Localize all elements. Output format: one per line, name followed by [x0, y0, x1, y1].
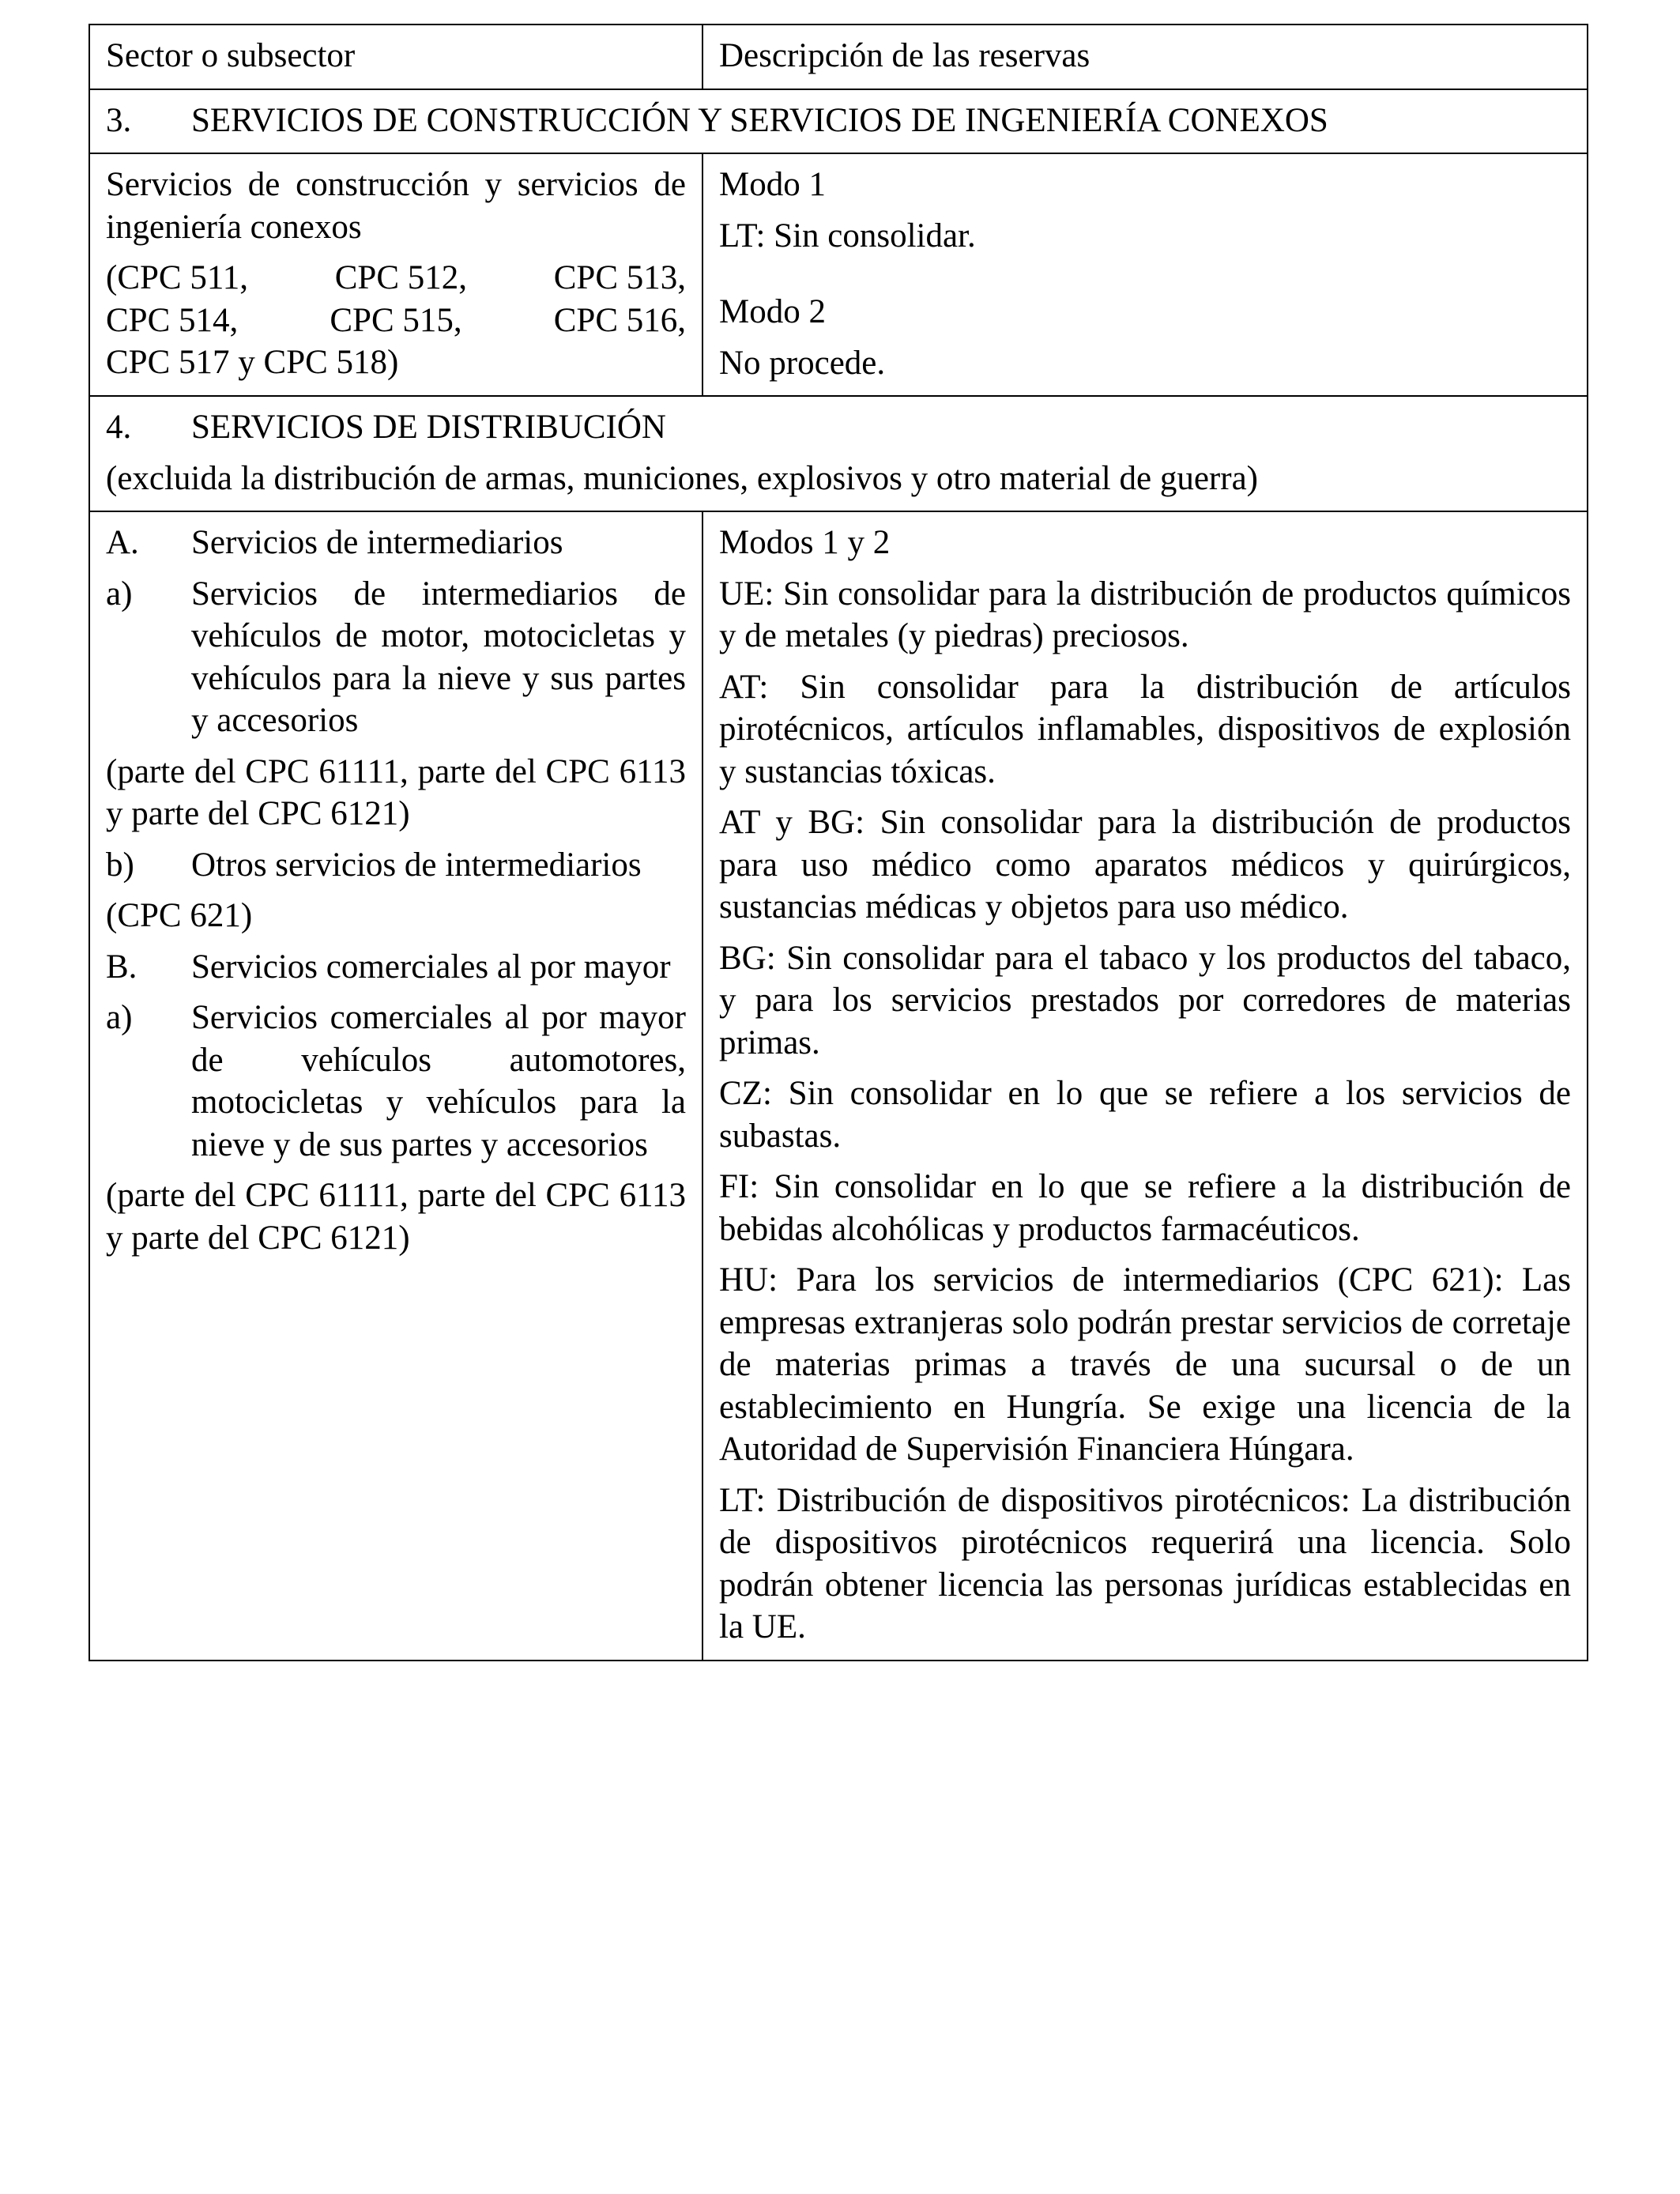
section-4-description-cell	[703, 512, 1587, 1660]
spacer	[719, 257, 1571, 291]
mode-2-text: No procede.	[719, 344, 886, 382]
item-label: a)	[106, 999, 133, 1036]
reservation-paragraph: HU: Para los servicios de intermediarios (CPC 621): Las empresas extranjeras solo podrán prestar servicios de corretaje de materias primas a través de una sucursal o de un establecimiento en Hungría. Se exige una licencia de la Autoridad de Supervisión Financiera Húngara.	[719, 1261, 1571, 1468]
table-header-row	[90, 25, 1587, 90]
item-A	[106, 522, 686, 564]
mode-2-label: Modo 2	[719, 293, 826, 330]
section-3-title-cell	[90, 90, 1587, 153]
section-3-content-row	[90, 154, 1587, 397]
item-A-b	[106, 844, 686, 887]
construction-cpc-codes	[106, 257, 686, 384]
item-B	[106, 946, 686, 989]
item-A-a-cpc: (parte del CPC 61111, parte del CPC 6113 y parte del CPC 6121)	[106, 752, 686, 832]
mode-1-text: LT: Sin consolidar.	[719, 217, 976, 254]
item-text: Servicios de intermediarios de vehículos de motor, motocicletas y vehículos para la nieve y sus partes y accesorios	[191, 575, 686, 739]
item-A-b-cpc: (CPC 621)	[106, 897, 253, 934]
cpc-code: CPC 512,	[334, 259, 467, 296]
cpc-code: CPC 515,	[330, 301, 462, 339]
reservation-paragraph: AT: Sin consolidar para la distribución de artículos pirotécnicos, artículos inflamables, dispositivos de explosión y sustancias tóxicas.	[719, 668, 1571, 790]
section-4-title-row	[90, 397, 1587, 512]
header-sector: Sector o subsector	[90, 25, 703, 89]
header-description: Descripción de las reservas	[719, 37, 1090, 74]
reservation-paragraph: UE: Sin consolidar para la distribución de productos químicos y de metales (y piedras) preciosos.	[719, 575, 1571, 654]
section-3-title-row	[90, 90, 1587, 155]
section-4-number: 4.	[106, 409, 132, 446]
section-4-content-row	[90, 512, 1587, 1660]
reservation-paragraph: AT y BG: Sin consolidar para la distribución de productos para uso médico como aparatos médicos y quirúrgicos, sustancias médicas y objetos para uso médico.	[719, 804, 1571, 925]
item-label: b)	[106, 846, 134, 884]
reservation-paragraph: LT: Distribución de dispositivos pirotécnicos: La distribución de dispositivos pirotécnicos requerirá una licencia. Solo podrán obtener licencia las personas jurídicas establecidas en la UE.	[719, 1481, 1571, 1646]
item-B-a-cpc: (parte del CPC 61111, parte del CPC 6113 y parte del CPC 6121)	[106, 1177, 686, 1257]
cpc-line-1	[106, 257, 686, 300]
section-4-title-cell	[90, 397, 1587, 511]
item-label: B.	[106, 948, 137, 986]
item-text: Servicios comerciales al por mayor de vehículos automotores, motocicletas y vehículos para la nieve y de sus partes y accesorios	[191, 999, 686, 1163]
cpc-line-2	[106, 300, 686, 342]
item-label: A.	[106, 524, 139, 561]
reservations-table	[89, 24, 1588, 1661]
reservation-paragraph: BG: Sin consolidar para el tabaco y los productos del tabaco, y para los servicios prestados por corredores de materias primas.	[719, 939, 1571, 1061]
section-3-title: SERVICIOS DE CONSTRUCCIÓN Y SERVICIOS DE INGENIERÍA CONEXOS	[191, 101, 1328, 139]
item-text: Servicios de intermediarios	[191, 524, 563, 561]
item-label: a)	[106, 575, 133, 613]
item-A-a	[106, 573, 686, 742]
reservation-paragraph: FI: Sin consolidar en lo que se refiere a la distribución de bebidas alcohólicas y productos farmacéuticos.	[719, 1168, 1571, 1248]
section-4-subtitle: (excluida la distribución de armas, municiones, explosivos y otro material de guerra)	[106, 459, 1258, 497]
section-4-heading	[106, 406, 1571, 449]
section-3-heading	[106, 100, 1571, 142]
cpc-code: CPC 513,	[553, 259, 686, 296]
section-4-title: SERVICIOS DE DISTRIBUCIÓN	[191, 409, 666, 446]
mode-1-label: Modo 1	[719, 166, 826, 203]
section-3-number: 3.	[106, 101, 132, 139]
cpc-line-3: CPC 517 y CPC 518)	[106, 344, 399, 381]
section-3-sector-cell	[90, 154, 703, 395]
construction-services-text: Servicios de construcción y servicios de ingeniería conexos	[106, 166, 686, 246]
item-B-a	[106, 997, 686, 1166]
section-3-description-cell	[703, 154, 1587, 395]
cpc-code: CPC 514,	[106, 301, 239, 339]
item-text: Servicios comerciales al por mayor	[191, 948, 671, 986]
reservation-paragraph: CZ: Sin consolidar en lo que se refiere a los servicios de subastas.	[719, 1075, 1571, 1155]
section-4-sector-cell	[90, 512, 703, 1660]
modes-label: Modos 1 y 2	[719, 524, 891, 561]
cpc-code: (CPC 511,	[106, 259, 248, 296]
item-text: Otros servicios de intermediarios	[191, 846, 642, 884]
cpc-code: CPC 516,	[553, 301, 686, 339]
